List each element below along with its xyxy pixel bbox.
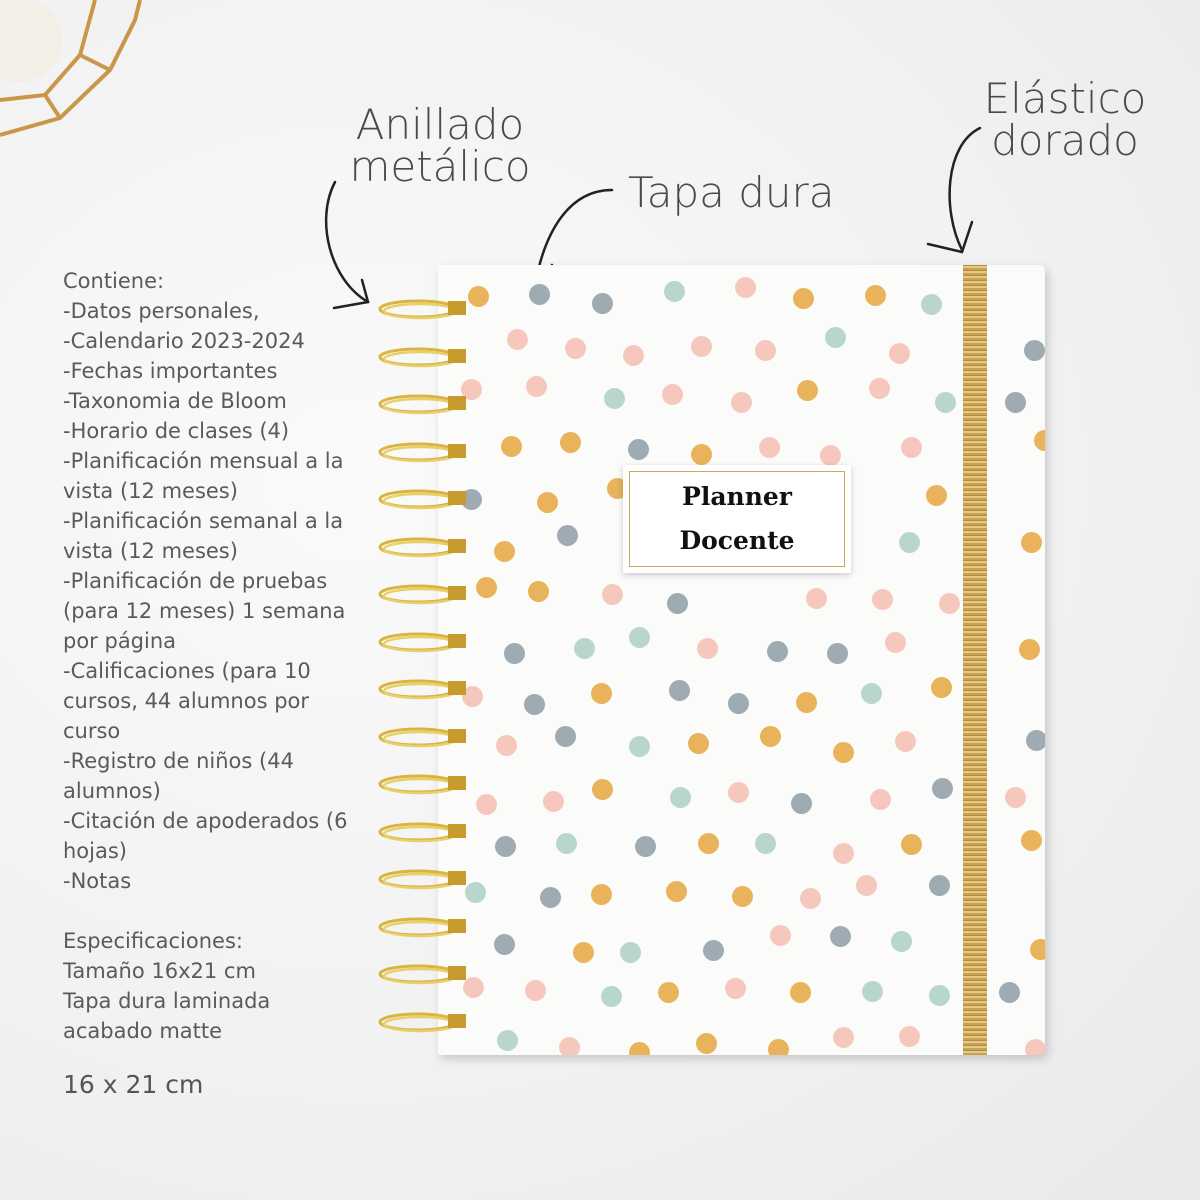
polka-dot <box>524 694 545 715</box>
binding-ring <box>378 346 468 368</box>
polka-dot <box>667 593 688 614</box>
polka-dot <box>526 376 547 397</box>
polka-dot <box>926 485 947 506</box>
polka-dot <box>901 437 922 458</box>
polka-dot <box>602 584 623 605</box>
binding-ring <box>378 773 468 795</box>
polka-dot <box>735 277 756 298</box>
contents-line: hojas) <box>63 839 127 863</box>
polka-dot <box>555 726 576 747</box>
polka-dot <box>468 286 489 307</box>
polka-dot <box>885 632 906 653</box>
polka-dot <box>540 887 561 908</box>
polka-dot <box>825 327 846 348</box>
contents-line: -Horario de clases (4) <box>63 419 290 443</box>
polka-dot <box>504 643 525 664</box>
contents-line: Contiene: <box>63 269 165 293</box>
polka-dot <box>899 1026 920 1047</box>
polka-dot <box>529 284 550 305</box>
polka-dot <box>760 726 781 747</box>
polka-dot <box>559 1037 580 1055</box>
contents-line: vista (12 meses) <box>63 479 238 503</box>
polka-dot <box>895 731 916 752</box>
polka-dot <box>476 577 497 598</box>
cover-title-label <box>623 465 851 573</box>
contents-line: -Registro de niños (44 <box>63 749 294 773</box>
polka-dot <box>1005 787 1026 808</box>
binding-ring <box>378 298 468 320</box>
polka-dot <box>872 589 893 610</box>
contents-line: por página <box>63 629 177 653</box>
polka-dot <box>931 677 952 698</box>
polka-dot <box>999 982 1020 1003</box>
polka-dot <box>592 779 613 800</box>
polka-dot <box>1005 392 1026 413</box>
polka-dot <box>537 492 558 513</box>
size-label: 16 x 21 cm <box>63 1070 204 1099</box>
polka-dot <box>1030 939 1045 960</box>
polka-dot <box>670 787 691 808</box>
polka-dot <box>770 925 791 946</box>
polka-dot <box>507 329 528 350</box>
polka-dot <box>806 588 827 609</box>
polka-dot <box>790 982 811 1003</box>
polka-dot <box>935 392 956 413</box>
contents-line: -Fechas importantes <box>63 359 278 383</box>
polka-dot <box>932 778 953 799</box>
polka-dot <box>525 980 546 1001</box>
contents-line: Tamaño 16x21 cm <box>63 959 256 983</box>
polka-dot <box>869 378 890 399</box>
polka-dot <box>1025 1039 1045 1055</box>
polka-dot <box>620 942 641 963</box>
binding-ring <box>378 821 468 843</box>
polka-dot <box>1024 340 1045 361</box>
polka-dot <box>728 782 749 803</box>
contents-line: (para 12 meses) 1 semana <box>63 599 346 623</box>
contents-line: vista (12 meses) <box>63 539 238 563</box>
contents-line: Tapa dura laminada <box>63 989 271 1013</box>
polka-dot <box>560 432 581 453</box>
polka-dot <box>797 380 818 401</box>
binding-ring <box>378 393 468 415</box>
polka-dot <box>528 581 549 602</box>
callout-rings: Anillado metálico <box>349 100 531 191</box>
polka-dot <box>628 439 649 460</box>
polka-dot <box>697 638 718 659</box>
polka-dot <box>796 692 817 713</box>
contents-line: -Planificación de pruebas <box>63 569 328 593</box>
polka-dot <box>755 833 776 854</box>
polka-dot <box>556 833 577 854</box>
binding-ring <box>378 868 468 890</box>
binding-ring <box>378 631 468 653</box>
polka-dot <box>691 444 712 465</box>
polka-dot <box>865 285 886 306</box>
polka-dot <box>664 281 685 302</box>
polka-dot <box>696 1033 717 1054</box>
polka-dot <box>543 791 564 812</box>
polka-dot <box>862 981 883 1002</box>
polka-dot <box>658 982 679 1003</box>
polka-dot <box>1034 430 1045 451</box>
polka-dot <box>691 336 712 357</box>
contents-line: acabado matte <box>63 1019 223 1043</box>
binding-ring <box>378 488 468 510</box>
polka-dot <box>827 643 848 664</box>
polka-dot <box>591 884 612 905</box>
polka-dot <box>494 934 515 955</box>
polka-dot <box>495 836 516 857</box>
contents-line: -Taxonomia de Bloom <box>63 389 287 413</box>
polka-dot <box>557 525 578 546</box>
contents-line: cursos, 44 alumnos por <box>63 689 310 713</box>
polka-dot <box>703 940 724 961</box>
polka-dot <box>830 926 851 947</box>
contents-line: -Planificación mensual a la <box>63 449 344 473</box>
polka-dot <box>759 437 780 458</box>
polka-dot <box>629 627 650 648</box>
polka-dot <box>497 1030 518 1051</box>
polka-dot <box>666 881 687 902</box>
polka-dot <box>833 742 854 763</box>
polka-dot <box>800 888 821 909</box>
polka-dot <box>592 293 613 314</box>
polka-dot <box>732 886 753 907</box>
polka-dot <box>688 733 709 754</box>
polka-dot <box>1021 532 1042 553</box>
polka-dot <box>861 683 882 704</box>
binding-ring <box>378 441 468 463</box>
polka-dot <box>501 436 522 457</box>
binding-ring <box>378 1011 468 1033</box>
polka-dot <box>1021 830 1042 851</box>
polka-dot <box>591 683 612 704</box>
polka-dot <box>929 985 950 1006</box>
polka-dot <box>476 794 497 815</box>
contents-line: -Planificación semanal a la <box>63 509 344 533</box>
polka-dot <box>1019 639 1040 660</box>
binding-ring <box>378 963 468 985</box>
arrow-elastic-icon <box>950 128 980 250</box>
polka-dot <box>565 338 586 359</box>
binding-ring <box>378 536 468 558</box>
polka-dot <box>623 345 644 366</box>
gold-elastic-band <box>963 265 987 1055</box>
polka-dot <box>604 388 625 409</box>
contents-line <box>63 896 347 926</box>
callout-elastic: Elástico dorado <box>983 74 1147 165</box>
polka-dot <box>669 680 690 701</box>
polka-dot <box>601 986 622 1007</box>
polka-dot <box>1026 730 1045 751</box>
polka-dot <box>820 445 841 466</box>
polka-dot <box>791 793 812 814</box>
contents-line: curso <box>63 719 121 743</box>
contents-line: -Notas <box>63 869 132 893</box>
binding-ring <box>378 678 468 700</box>
polka-dot <box>889 343 910 364</box>
polka-dot <box>767 641 788 662</box>
polka-dot <box>899 532 920 553</box>
contents-line: -Calendario 2023-2024 <box>63 329 305 353</box>
polka-dot <box>698 833 719 854</box>
polka-dot <box>921 294 942 315</box>
binding-ring <box>378 583 468 605</box>
polka-dot <box>629 1042 650 1055</box>
polka-dot <box>939 593 960 614</box>
polka-dot <box>465 882 486 903</box>
polka-dot <box>833 843 854 864</box>
polka-dot <box>728 693 749 714</box>
polka-dot <box>662 384 683 405</box>
polka-dot <box>574 638 595 659</box>
polka-dot <box>573 942 594 963</box>
polka-dot <box>793 288 814 309</box>
title-line-2: Docente <box>679 526 795 555</box>
polka-dot <box>494 541 515 562</box>
polka-dot <box>635 836 656 857</box>
planner-cover <box>438 265 1045 1055</box>
polka-dot <box>755 340 776 361</box>
binding-ring <box>378 916 468 938</box>
polka-dot <box>891 931 912 952</box>
contents-line: -Calificaciones (para 10 <box>63 659 311 683</box>
polka-dot <box>725 978 746 999</box>
polka-dot <box>929 875 950 896</box>
title-line-1: Planner <box>682 482 792 511</box>
contents-list <box>63 266 347 1046</box>
contents-line: Especificaciones: <box>63 929 243 953</box>
polka-dot <box>833 1027 854 1048</box>
contents-line: -Datos personales, <box>63 299 260 323</box>
contents-line: alumnos) <box>63 779 161 803</box>
polka-dot <box>901 834 922 855</box>
polka-dot <box>731 392 752 413</box>
polka-dot <box>870 789 891 810</box>
contents-line: -Citación de apoderados (6 <box>63 809 348 833</box>
polka-dot <box>768 1039 789 1055</box>
polka-dot <box>629 736 650 757</box>
callout-cover: Tapa dura <box>628 168 835 217</box>
polka-dot <box>496 735 517 756</box>
binding-ring <box>378 726 468 748</box>
polka-dot <box>856 875 877 896</box>
